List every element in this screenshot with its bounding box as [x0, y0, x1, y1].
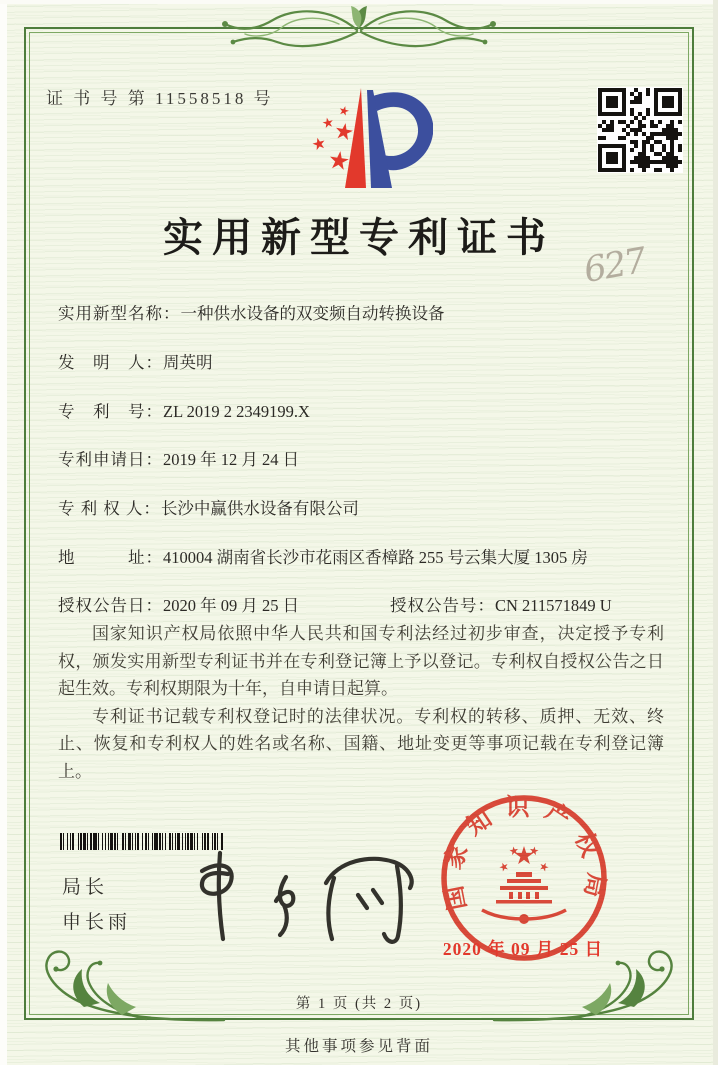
field-label: 发 明 人： [58, 353, 163, 372]
field-grant-row [58, 592, 666, 616]
certificate-title: 实用新型专利证书 [163, 215, 555, 260]
field-value: 2020 年 09 月 25 日 [163, 596, 300, 615]
field-value: ZL 2019 2 2349199.X [163, 402, 310, 421]
legal-paragraph-1: 国家知识产权局依照中华人民共和国专利法经过初步审查，决定授予专利权，颁发实用新型专利证书并在专利登记簿上予以登记。专利权自授权公告之日起生效。专利权期限为十年，自申请日起算。 [58, 624, 664, 698]
field-value: CN 211571849 U [495, 596, 612, 615]
legal-paragraph-2: 专利证书记载专利权登记时的法律状况。专利权的转移、质押、无效、终止、恢复和专利权人的姓名或名称、国籍、地址变更等事项记载在专利登记簿上。 [58, 706, 664, 781]
field-value: 410004 湖南省长沙市花雨区香樟路 255 号云集大厦 1305 房 [163, 548, 588, 567]
field-label: 授权公告日： [58, 596, 163, 615]
seal-date: 2020 年 09 月 25 日 [442, 939, 604, 959]
field-value: 周英明 [163, 353, 213, 372]
green-flourish-ornament-icon [189, 2, 529, 56]
field-inventor [58, 349, 666, 373]
field-value: 一种供水设备的双变频自动转换设备 [180, 304, 445, 323]
field-label: 专利申请日： [58, 450, 163, 469]
field-label: 专 利 号： [58, 402, 163, 421]
field-label: 实用新型名称： [58, 304, 181, 323]
field-address [58, 544, 666, 568]
paper-edge-right [713, 0, 718, 1065]
field-grant-date [58, 596, 299, 615]
field-grant-number [390, 592, 612, 616]
qr-code-icon [597, 87, 683, 173]
back-side-note: 其他事项参见背面 [284, 1038, 433, 1055]
handwritten-signature-icon [168, 843, 438, 951]
field-value: 2019 年 12 月 24 日 [163, 450, 300, 469]
field-patentee [58, 495, 666, 519]
handwritten-pencil-note: 627 [580, 241, 648, 291]
paper-edge-left [0, 0, 7, 1065]
field-value: 长沙中赢供水设备有限公司 [160, 499, 359, 518]
commissioner-title: 局长 [62, 877, 109, 898]
legal-body-text [58, 620, 664, 785]
field-filing-date [58, 446, 666, 470]
field-utility-model-name [58, 300, 666, 324]
field-label: 地 址： [58, 548, 163, 567]
field-label: 专 利 权 人： [58, 499, 161, 518]
page-number: 第 1 页 (共 2 页) [295, 996, 423, 1012]
cnipa-patent-logo-icon [287, 82, 433, 196]
field-patent-number [58, 398, 666, 422]
certificate-number: 证 书 号 第 11558518 号 [46, 89, 274, 108]
seal-text: 国家知识产权局 [438, 794, 610, 913]
commissioner-name: 申长雨 [62, 912, 132, 933]
field-label: 授权公告号： [390, 596, 495, 615]
